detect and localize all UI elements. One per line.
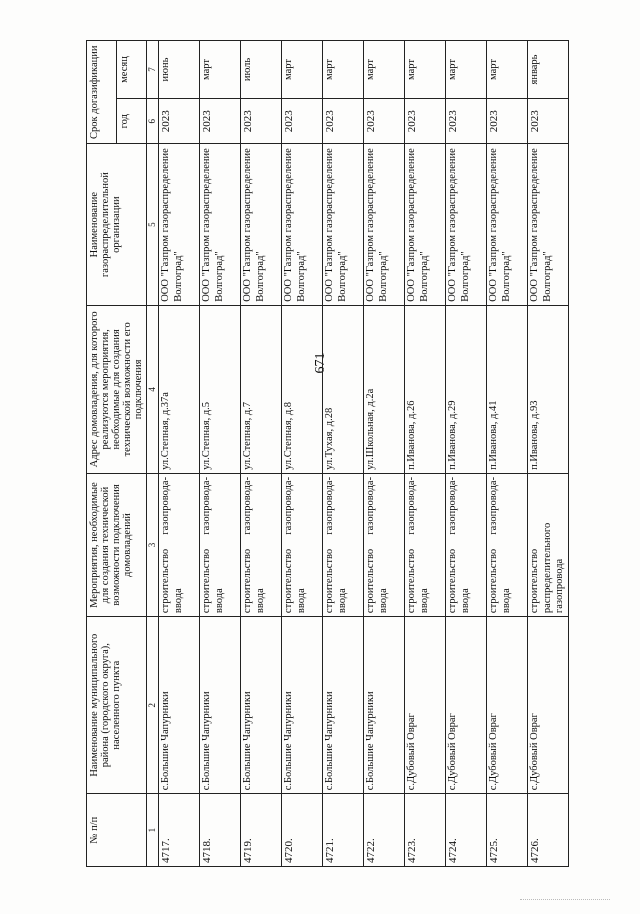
row-number: 4722. bbox=[364, 794, 405, 867]
column-index: 4 bbox=[147, 305, 159, 473]
table-row bbox=[446, 41, 487, 867]
header-organization: Наименование газораспределительной организации bbox=[87, 144, 147, 305]
row-address: п.Иванова, д.93 bbox=[528, 305, 569, 473]
row-place: с.Большие Чапурники bbox=[323, 617, 364, 794]
table-row bbox=[364, 41, 405, 867]
row-year: 2023 bbox=[200, 99, 241, 144]
table-row bbox=[405, 41, 446, 867]
row-address: ул.Степная, д.5 bbox=[200, 305, 241, 473]
row-number: 4720. bbox=[282, 794, 323, 867]
header-number: № п/п bbox=[87, 794, 147, 867]
row-month: март bbox=[200, 41, 241, 99]
row-organization: ООО "Газпром газораспределение Волгоград" bbox=[528, 144, 569, 305]
row-address: п.Иванова, д.29 bbox=[446, 305, 487, 473]
row-month: июнь bbox=[159, 41, 200, 99]
row-organization: ООО "Газпром газораспределение Волгоград" bbox=[282, 144, 323, 305]
row-work: строительство газопровода-ввода bbox=[364, 473, 405, 616]
table-row bbox=[487, 41, 528, 867]
row-work: строительство газопровода-ввода bbox=[159, 473, 200, 616]
row-month: январь bbox=[528, 41, 569, 99]
table-header bbox=[87, 41, 159, 867]
row-address: ул.Степная, д.7 bbox=[241, 305, 282, 473]
header-deadline: Срок догазификации bbox=[87, 41, 117, 144]
row-number: 4717. bbox=[159, 794, 200, 867]
row-address: ул.Школьная, д.2а bbox=[364, 305, 405, 473]
row-year: 2023 bbox=[241, 99, 282, 144]
column-index: 7 bbox=[147, 41, 159, 99]
header-address: Адрес домовладения, для которого реализуются мероприятия, необходимые для создания технической возможности его подключения bbox=[87, 305, 147, 473]
row-address: п.Иванова, д.26 bbox=[405, 305, 446, 473]
row-work: строительство газопровода-ввода bbox=[282, 473, 323, 616]
row-month: март bbox=[364, 41, 405, 99]
row-year: 2023 bbox=[528, 99, 569, 144]
row-year: 2023 bbox=[323, 99, 364, 144]
row-year: 2023 bbox=[282, 99, 323, 144]
row-address: ул.Степная, д.37а bbox=[159, 305, 200, 473]
column-index: 3 bbox=[147, 473, 159, 616]
row-number: 4719. bbox=[241, 794, 282, 867]
header-year: год bbox=[117, 99, 147, 144]
header-place: Наименование муниципального района (городского округа), населенного пункта bbox=[87, 617, 147, 794]
column-index-row bbox=[147, 41, 159, 867]
row-work: строительство распределительного газопровода bbox=[528, 473, 569, 616]
row-month: март bbox=[487, 41, 528, 99]
header-month: месяц bbox=[117, 41, 147, 99]
table-body bbox=[159, 41, 569, 867]
row-place: с.Дубовый Овраг bbox=[487, 617, 528, 794]
row-work: строительство газопровода-ввода bbox=[487, 473, 528, 616]
row-organization: ООО "Газпром газораспределение Волгоград" bbox=[159, 144, 200, 305]
row-place: с.Большие Чапурники bbox=[241, 617, 282, 794]
row-number: 4724. bbox=[446, 794, 487, 867]
row-organization: ООО "Газпром газораспределение Волгоград" bbox=[487, 144, 528, 305]
row-organization: ООО "Газпром газораспределение Волгоград" bbox=[405, 144, 446, 305]
row-number: 4723. bbox=[405, 794, 446, 867]
scan-artifact-line bbox=[520, 899, 610, 901]
row-month: март bbox=[405, 41, 446, 99]
column-index: 1 bbox=[147, 794, 159, 867]
table-row bbox=[241, 41, 282, 867]
row-address: ул.Тухая, д.28 bbox=[323, 305, 364, 473]
row-place: с.Большие Чапурники bbox=[159, 617, 200, 794]
row-work: строительство газопровода-ввода bbox=[241, 473, 282, 616]
row-organization: ООО "Газпром газораспределение Волгоград" bbox=[323, 144, 364, 305]
table-row bbox=[323, 41, 364, 867]
row-place: с.Дубовый Овраг bbox=[446, 617, 487, 794]
row-place: с.Большие Чапурники bbox=[364, 617, 405, 794]
row-month: март bbox=[323, 41, 364, 99]
page-number: 671 bbox=[313, 352, 328, 374]
header-work: Мероприятия, необходимые для создания технической возможности подключения домовладений bbox=[87, 473, 147, 616]
row-work: строительство газопровода-ввода bbox=[323, 473, 364, 616]
row-address: ул.Степная, д.8 bbox=[282, 305, 323, 473]
row-number: 4718. bbox=[200, 794, 241, 867]
row-year: 2023 bbox=[446, 99, 487, 144]
row-address: п.Иванова, д.41 bbox=[487, 305, 528, 473]
row-place: с.Большие Чапурники bbox=[282, 617, 323, 794]
table-row bbox=[200, 41, 241, 867]
row-organization: ООО "Газпром газораспределение Волгоград" bbox=[364, 144, 405, 305]
row-place: с.Большие Чапурники bbox=[200, 617, 241, 794]
gasification-table bbox=[86, 40, 569, 867]
row-number: 4725. bbox=[487, 794, 528, 867]
rotated-table-wrapper bbox=[86, 40, 574, 867]
row-year: 2023 bbox=[159, 99, 200, 144]
row-work: строительство газопровода-ввода bbox=[446, 473, 487, 616]
row-year: 2023 bbox=[364, 99, 405, 144]
table-row bbox=[159, 41, 200, 867]
column-index: 2 bbox=[147, 617, 159, 794]
row-work: строительство газопровода-ввода bbox=[405, 473, 446, 616]
row-place: с.Дубовый Овраг bbox=[528, 617, 569, 794]
row-place: с.Дубовый Овраг bbox=[405, 617, 446, 794]
row-month: март bbox=[282, 41, 323, 99]
table-row bbox=[528, 41, 569, 867]
row-year: 2023 bbox=[405, 99, 446, 144]
row-month: март bbox=[446, 41, 487, 99]
row-number: 4726. bbox=[528, 794, 569, 867]
row-organization: ООО "Газпром газораспределение Волгоград" bbox=[446, 144, 487, 305]
column-index: 5 bbox=[147, 144, 159, 305]
row-organization: ООО "Газпром газораспределение Волгоград" bbox=[200, 144, 241, 305]
row-number: 4721. bbox=[323, 794, 364, 867]
table-row bbox=[282, 41, 323, 867]
column-index: 6 bbox=[147, 99, 159, 144]
row-month: июль bbox=[241, 41, 282, 99]
row-year: 2023 bbox=[487, 99, 528, 144]
row-organization: ООО "Газпром газораспределение Волгоград" bbox=[241, 144, 282, 305]
row-work: строительство газопровода-ввода bbox=[200, 473, 241, 616]
